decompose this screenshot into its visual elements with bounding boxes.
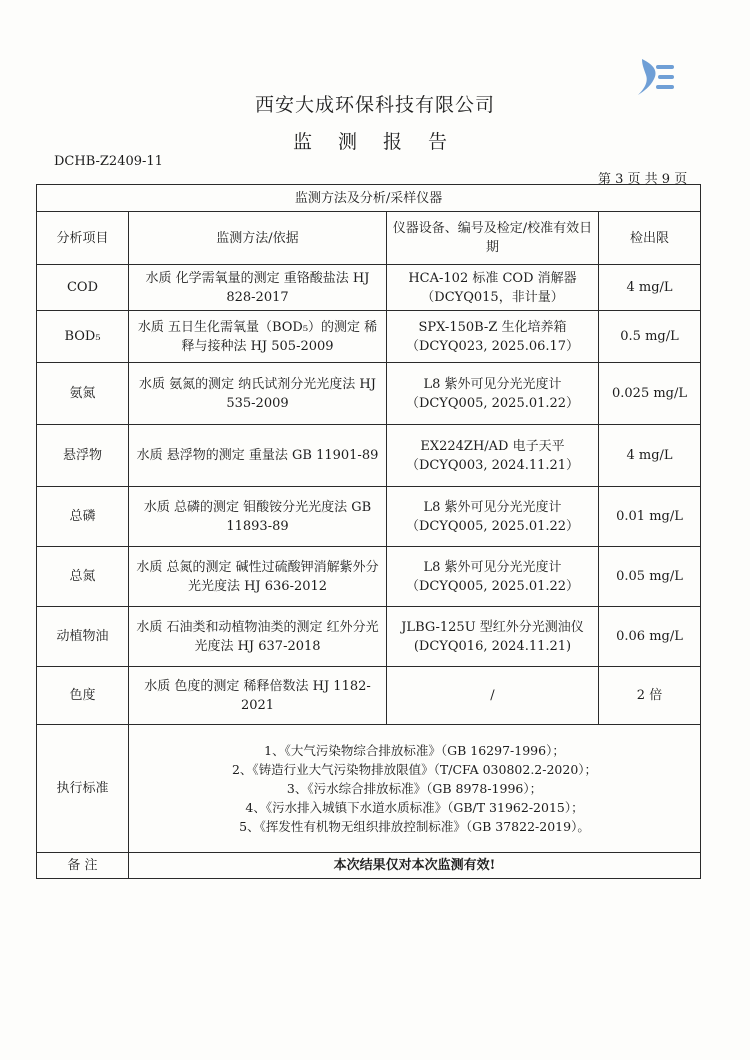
table-row (37, 311, 701, 363)
remark-label: 备 注 (37, 853, 129, 879)
method-cell: 水质 五日生化需氧量（BOD₅）的测定 稀释与接种法 HJ 505-2009 (129, 311, 387, 363)
instrument-cell: EX224ZH/AD 电子天平 （DCYQ003, 2024.11.21） (387, 425, 599, 487)
method-cell: 水质 石油类和动植物油类的测定 红外分光光度法 HJ 637-2018 (129, 607, 387, 667)
standard-item: 2、《铸造行业大气污染物排放限值》（T/CFA 030802.2-2020）； (231, 762, 598, 777)
remark-row (37, 853, 701, 879)
page-indicator: 第 3 页 共 9 页 (598, 172, 688, 187)
item-cell: 悬浮物 (37, 425, 129, 487)
standard-item: 1、《大气污染物综合排放标准》（GB 16297-1996）； (264, 743, 565, 758)
method-table (36, 184, 701, 879)
doc-number: DCHB-Z2409-11 (54, 154, 163, 169)
standard-item: 5、《挥发性有机物无组织排放控制标准》（GB 37822-2019）。 (239, 819, 590, 834)
standards-list (129, 725, 701, 853)
table-row (37, 667, 701, 725)
method-cell: 水质 色度的测定 稀释倍数法 HJ 1182-2021 (129, 667, 387, 725)
limit-cell: 0.05 mg/L (599, 547, 701, 607)
limit-cell: 4 mg/L (599, 425, 701, 487)
instrument-cell: JLBG-125U 型红外分光测油仪(DCYQ016, 2024.11.21) (387, 607, 599, 667)
item-cell: 总磷 (37, 487, 129, 547)
column-header: 仪器设备、编号及检定/校准有效日期 (387, 212, 599, 265)
table-row (37, 363, 701, 425)
instrument-cell: SPX-150B-Z 生化培养箱 （DCYQ023, 2025.06.17） (387, 311, 599, 363)
limit-cell: 0.025 mg/L (599, 363, 701, 425)
standard-item: 3、《污水综合排放标准》（GB 8978-1996）； (286, 781, 543, 796)
table-row (37, 265, 701, 311)
limit-cell: 4 mg/L (599, 265, 701, 311)
limit-cell: 0.01 mg/L (599, 487, 701, 547)
table-row (37, 487, 701, 547)
method-cell: 水质 化学需氧量的测定 重铬酸盐法 HJ 828-2017 (129, 265, 387, 311)
method-cell: 水质 总磷的测定 钼酸铵分光光度法 GB 11893-89 (129, 487, 387, 547)
report-title: 监 测 报 告 (292, 131, 458, 153)
item-cell: BOD₅ (37, 311, 129, 363)
method-cell: 水质 总氮的测定 碱性过硫酸钾消解紫外分光光度法 HJ 636-2012 (129, 547, 387, 607)
standards-row (37, 725, 701, 853)
instrument-cell: / (387, 667, 599, 725)
limit-cell: 0.06 mg/L (599, 607, 701, 667)
table-caption: 监测方法及分析/采样仪器 (37, 185, 701, 212)
item-cell: 总氮 (37, 547, 129, 607)
instrument-cell: L8 紫外可见分光光度计 （DCYQ005, 2025.01.22） (387, 487, 599, 547)
table-row (37, 425, 701, 487)
method-cell: 水质 悬浮物的测定 重量法 GB 11901-89 (129, 425, 387, 487)
instrument-cell: L8 紫外可见分光光度计 （DCYQ005, 2025.01.22） (387, 547, 599, 607)
item-cell: COD (37, 265, 129, 311)
company-name: 西安大成环保科技有限公司 (254, 94, 495, 116)
limit-cell: 2 倍 (599, 667, 701, 725)
item-cell: 色度 (37, 667, 129, 725)
instrument-cell: HCA-102 标准 COD 消解器 （DCYQ015，非计量） (387, 265, 599, 311)
column-header: 分析项目 (37, 212, 129, 265)
instrument-cell: L8 紫外可见分光光度计 （DCYQ005, 2025.01.22） (387, 363, 599, 425)
remark-text: 本次结果仅对本次监测有效! (129, 853, 701, 879)
limit-cell: 0.5 mg/L (599, 311, 701, 363)
column-header: 检出限 (599, 212, 701, 265)
item-cell: 动植物油 (37, 607, 129, 667)
table-row (37, 607, 701, 667)
column-header: 监测方法/依据 (129, 212, 387, 265)
item-cell: 氨氮 (37, 363, 129, 425)
standards-label: 执行标准 (37, 725, 129, 853)
method-cell: 水质 氨氮的测定 纳氏试剂分光光度法 HJ 535-2009 (129, 363, 387, 425)
table-row (37, 547, 701, 607)
standard-item: 4、《污水排入城镇下水道水质标准》（GB/T 31962-2015）； (245, 800, 584, 815)
